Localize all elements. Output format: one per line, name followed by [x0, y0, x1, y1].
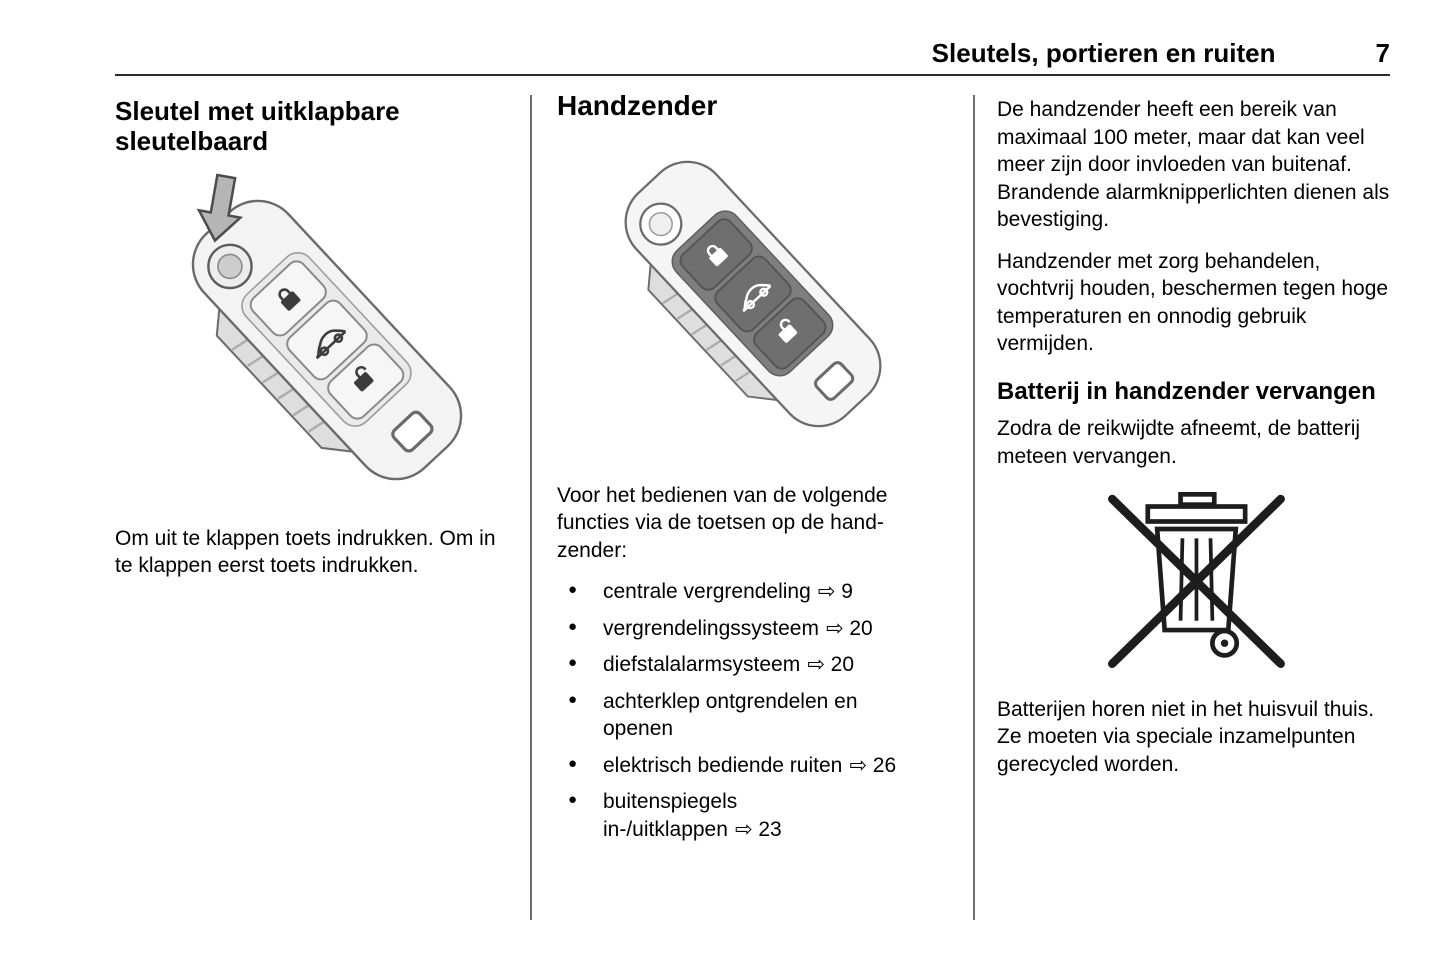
page-reference: ⇨ 26: [849, 753, 897, 777]
column-divider: [973, 95, 975, 920]
page-reference: ⇨ 9: [817, 580, 853, 604]
body-text: Om uit te klappen toets indrukken. Om in te klappen eerst toets indrukken.: [115, 526, 496, 578]
flip-key-figure: [115, 172, 497, 515]
weee-figure: [997, 484, 1395, 684]
list-item: [557, 615, 921, 643]
list-item: [557, 788, 921, 843]
function-label: achterklep ontgrendelen en openen: [603, 689, 858, 741]
list-item: [557, 578, 921, 606]
list-item: [557, 688, 921, 743]
section-remote: [557, 90, 939, 852]
section-heading: Handzender: [557, 90, 718, 121]
function-label: diefstalalarmsysteem: [603, 653, 801, 677]
intro-text: Voor het bedienen van de volgende functies via de toetsen op de handzender:: [557, 483, 888, 562]
list-item: [557, 752, 921, 780]
header-rule: [115, 74, 1390, 76]
body-text: Batterijen horen niet in het huisvuil thuis. Ze moeten via speciale inzamelpunten gerecycled worden.: [997, 697, 1375, 776]
chapter-title: Sleutels, portieren en ruiten: [931, 38, 1276, 68]
function-label: elektrisch bediende ruiten: [603, 753, 843, 777]
section-flip-key: [115, 96, 497, 594]
list-item: [557, 651, 921, 679]
function-label: vergrendelingssysteem: [603, 616, 819, 640]
body-text: Zodra de reikwijdte afneemt, de batterij meteen vervangen.: [997, 417, 1361, 468]
page-number: 7: [1375, 38, 1390, 68]
page-header: [115, 38, 1390, 69]
page-reference: ⇨ 23: [734, 817, 782, 841]
function-label: centrale vergrendeling: [603, 580, 811, 604]
remote-key-illustration: [557, 142, 935, 452]
function-list: [557, 578, 939, 843]
subsection-heading: Batterij in handzender vervangen: [997, 377, 1376, 405]
page-reference: ⇨ 20: [825, 616, 873, 640]
body-text: De handzender heeft een bereik van maximaal 100 meter, maar dat kan veel meer zijn door invloeden van buitenaf. Brandende alarmknipperlichten dienen als bevestiging.: [997, 98, 1390, 231]
page-reference: ⇨ 20: [807, 653, 855, 677]
remote-key-figure: [557, 142, 939, 460]
function-label: buitenspiegels in-/uitklappen: [603, 790, 738, 841]
column-divider: [530, 95, 532, 920]
section-remote-info: [997, 96, 1395, 792]
section-heading: Sleutel met uitklapbare sleutelbaard: [115, 96, 400, 157]
body-text: Handzender met zorg behandelen, vochtvrij houden, beschermen tegen hoge temperaturen en onnodig gebruik vermijden.: [997, 249, 1389, 355]
flip-key-illustration: [115, 172, 491, 507]
weee-crossed-bin-icon: [1086, 484, 1306, 676]
